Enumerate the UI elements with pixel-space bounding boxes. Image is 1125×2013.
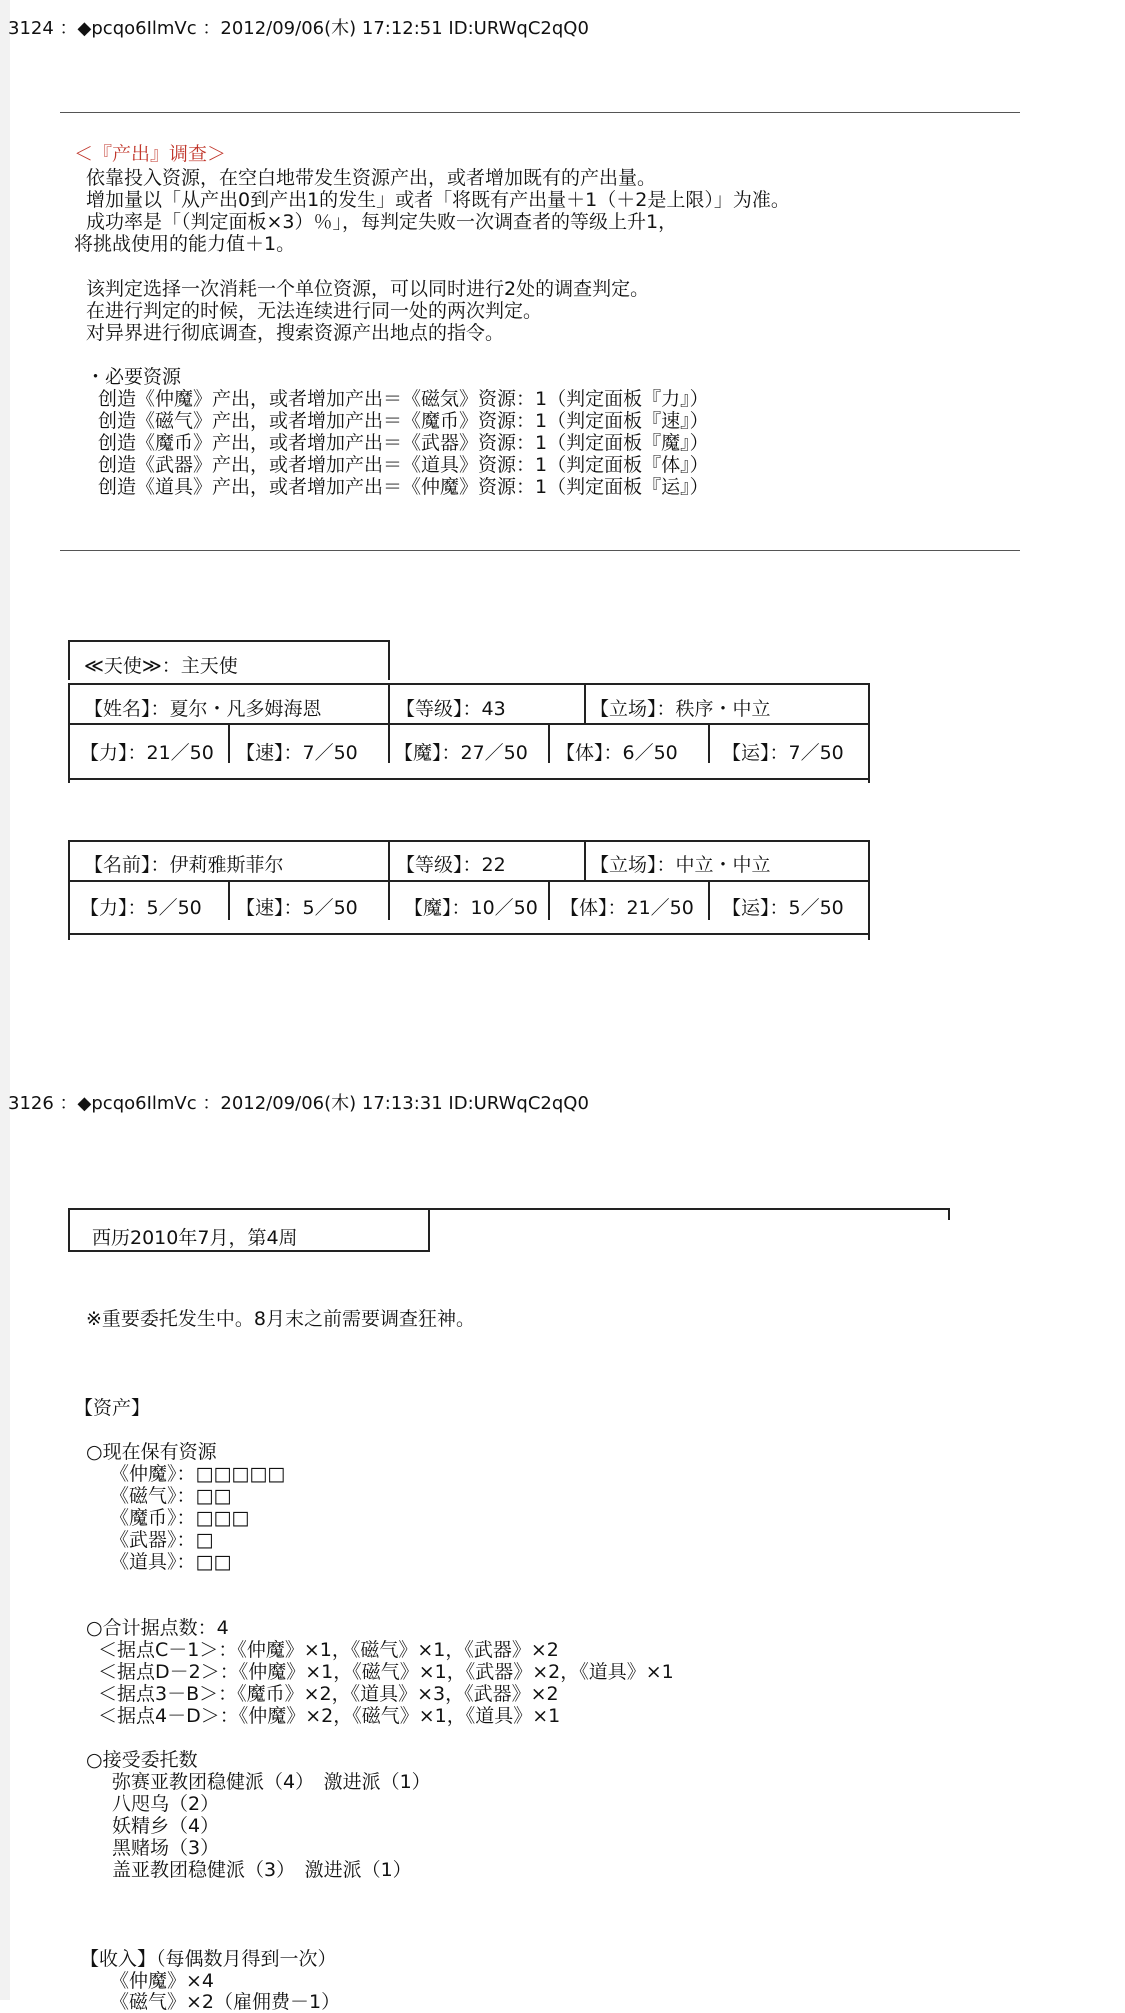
body-line: 依靠投入资源，在空白地带发生资源产出，或者增加既有的产出量。 bbox=[86, 167, 657, 189]
char-stance: 【立场】：秩序・中立 bbox=[590, 698, 771, 720]
stat-body: 【体】：6／50 bbox=[556, 742, 678, 764]
table-border bbox=[708, 723, 710, 763]
table-border bbox=[868, 840, 870, 940]
box-border bbox=[68, 1250, 430, 1252]
resource-line: 创造《武器》产出，或者增加产出＝《道具》资源：1（判定面板『体』） bbox=[98, 454, 709, 476]
box-border bbox=[68, 1208, 950, 1210]
char-level: 【等级】：22 bbox=[396, 854, 506, 876]
assets-title: 【资产】 bbox=[74, 1397, 151, 1419]
body-line: ・必要资源 bbox=[86, 366, 182, 388]
body-line: 对异界进行彻底调查，搜索资源产出地点的指令。 bbox=[86, 322, 505, 344]
resource-item: 《魔币》：□□□ bbox=[110, 1507, 250, 1529]
table-border bbox=[548, 723, 550, 763]
stat-magic: 【魔】：10／50 bbox=[404, 897, 538, 919]
table-border bbox=[584, 683, 586, 723]
base-item: ＜据点4－D＞：《仲魔》×2，《磁气》×1，《道具》×1 bbox=[98, 1705, 561, 1727]
stat-luck: 【运】：5／50 bbox=[722, 897, 844, 919]
resources-title: ○现在保有资源 bbox=[86, 1441, 217, 1463]
body-line: 增加量以「从产出0到产出1的发生」或者「将既有产出量＋1（＋2是上限）」为准。 bbox=[86, 189, 790, 211]
income-title: 【收入】（每偶数月得到一次） bbox=[80, 1948, 337, 1970]
left-margin-strip bbox=[0, 0, 10, 2000]
income-item: 《仲魔》×4 bbox=[110, 1970, 215, 1992]
commission-item: 黑赌场（3） bbox=[112, 1837, 220, 1859]
table-border bbox=[68, 723, 870, 725]
base-item: ＜据点C－1＞：《仲魔》×1，《磁气》×1，《武器》×2 bbox=[98, 1639, 559, 1661]
post-header: 3126 ：◆pcqo6IlmVc ：2012/09/06(木) 17:13:31 ID:URWqC2qQ0 bbox=[8, 1093, 589, 1114]
base-item: ＜据点3－B＞：《魔币》×2，《道具》×3，《武器》×2 bbox=[98, 1683, 559, 1705]
table-border bbox=[584, 840, 586, 880]
commission-item: 盖亚教团稳健派（3） 激进派（1） bbox=[112, 1859, 412, 1881]
resource-item: 《道具》：□□ bbox=[110, 1551, 232, 1573]
bases-title: ○合计据点数：4 bbox=[86, 1617, 229, 1639]
commissions-title: ○接受委托数 bbox=[86, 1749, 198, 1771]
resource-line: 创造《道具》产出，或者增加产出＝《仲魔》资源：1（判定面板『运』） bbox=[98, 476, 709, 498]
commission-item: 八咫乌（2） bbox=[112, 1793, 220, 1815]
resource-line: 创造《魔币》产出，或者增加产出＝《武器》资源：1（判定面板『魔』） bbox=[98, 432, 709, 454]
table-border bbox=[868, 683, 870, 783]
char-name: 【姓名】：夏尔・凡多姆海恩 bbox=[84, 698, 322, 720]
angel-title: ≪天使≫：主天使 bbox=[84, 655, 238, 677]
table-border bbox=[228, 723, 230, 763]
resource-line: 创造《磁气》产出，或者增加产出＝《魔币》资源：1（判定面板『速』） bbox=[98, 410, 709, 432]
stat-power: 【力】：5／50 bbox=[80, 897, 202, 919]
body-line: 该判定选择一次消耗一个单位资源，可以同时进行2处的调查判定。 bbox=[86, 278, 650, 300]
table-border bbox=[68, 933, 870, 935]
stat-body: 【体】：21／50 bbox=[560, 897, 694, 919]
table-border bbox=[388, 683, 390, 723]
resource-item: 《武器》：□ bbox=[110, 1529, 214, 1551]
stat-speed: 【速】：5／50 bbox=[236, 897, 358, 919]
table-border bbox=[388, 723, 390, 763]
income-item: 《磁气》×2（雇佣费－1） bbox=[110, 1991, 341, 2013]
box-border bbox=[948, 1208, 950, 1220]
table-border bbox=[68, 840, 70, 940]
table-border bbox=[68, 840, 870, 842]
box-border bbox=[68, 1208, 70, 1252]
body-line: 将挑战使用的能力值＋1。 bbox=[74, 233, 296, 255]
divider bbox=[60, 112, 1020, 113]
box-border bbox=[428, 1208, 430, 1252]
box-border bbox=[68, 640, 390, 642]
table-border bbox=[68, 778, 870, 780]
table-border bbox=[708, 880, 710, 920]
stat-luck: 【运】：7／50 bbox=[722, 742, 844, 764]
stat-magic: 【魔】：27／50 bbox=[394, 742, 528, 764]
body-line: 在进行判定的时候，无法连续进行同一处的两次判定。 bbox=[86, 300, 543, 322]
resource-line: 创造《仲魔》产出，或者增加产出＝《磁気》资源：1（判定面板『力』） bbox=[98, 388, 709, 410]
resource-item: 《仲魔》：□□□□□ bbox=[110, 1463, 286, 1485]
table-border bbox=[388, 880, 390, 920]
commission-item: 妖精乡（4） bbox=[112, 1815, 220, 1837]
body-line: 成功率是「（判定面板×3）％」，每判定失败一次调查者的等级上升1， bbox=[86, 211, 678, 233]
commission-item: 弥赛亚教团稳健派（4） 激进派（1） bbox=[112, 1771, 431, 1793]
table-border bbox=[228, 880, 230, 920]
divider bbox=[60, 550, 1020, 551]
char-stance: 【立场】：中立・中立 bbox=[590, 854, 771, 876]
resource-item: 《磁气》：□□ bbox=[110, 1485, 232, 1507]
table-border bbox=[388, 840, 390, 880]
table-border bbox=[68, 683, 70, 783]
table-border bbox=[68, 880, 870, 882]
section-title: ＜『产出』调查＞ bbox=[74, 143, 227, 165]
table-border bbox=[68, 683, 870, 685]
notice: ※重要委托发生中。8月末之前需要调查狂神。 bbox=[86, 1308, 476, 1330]
stat-speed: 【速】：7／50 bbox=[236, 742, 358, 764]
char-level: 【等级】：43 bbox=[396, 698, 506, 720]
table-border bbox=[548, 880, 550, 920]
date-label: 西历2010年7月，第4周 bbox=[92, 1227, 298, 1249]
post-header: 3124 ：◆pcqo6IlmVc ：2012/09/06(木) 17:12:51 ID:URWqC2qQ0 bbox=[8, 18, 589, 39]
stat-power: 【力】：21／50 bbox=[80, 742, 214, 764]
box-border bbox=[388, 640, 390, 680]
box-border bbox=[68, 640, 70, 680]
char-name: 【名前】：伊莉雅斯菲尔 bbox=[84, 854, 284, 876]
base-item: ＜据点D－2＞：《仲魔》×1，《磁气》×1，《武器》×2，《道具》×1 bbox=[98, 1661, 674, 1683]
